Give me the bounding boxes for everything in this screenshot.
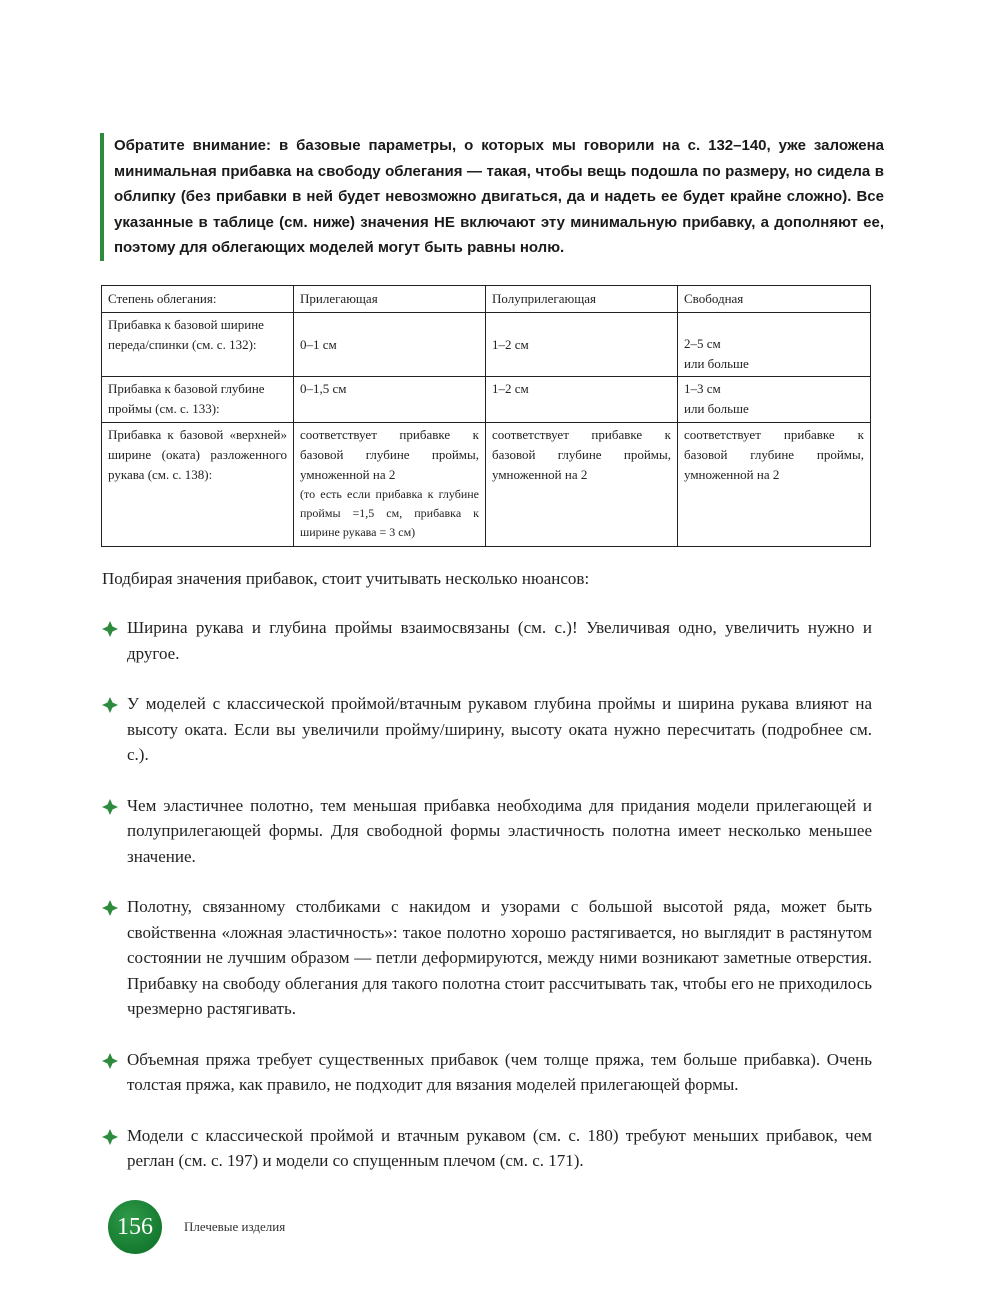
- diamond-bullet-icon: [102, 799, 118, 815]
- cell-fitted: 0–1,5 см: [294, 377, 486, 423]
- cell-loose-value: 1–3 см: [684, 381, 721, 396]
- list-item: [102, 615, 872, 666]
- allowance-table: [101, 285, 871, 547]
- table-row: [102, 423, 871, 547]
- row-label: Прибавка к базовой глубине проймы (см. с. 133):: [102, 377, 294, 423]
- nuances-list: [102, 615, 872, 1199]
- diamond-bullet-icon: [102, 1129, 118, 1145]
- diamond-bullet-icon: [102, 1053, 118, 1069]
- page-footer: [108, 1200, 285, 1254]
- table-header-row: [102, 286, 871, 313]
- cell-fitted: [294, 423, 486, 547]
- list-item: [102, 1047, 872, 1098]
- cell-fitted: 0–1 см: [294, 313, 486, 377]
- list-item-text: Полотну, связанному столбиками с накидом и узорами с большой высотой ряда, может быть свойственна «ложная эластичность»: такое полотно хорошо растягивается, но выглядит в растянутом состоянии не лучшим образом — петли деформируются, между ними возникают заметные отверстия. Прибавку на свободу облегания для такого полотна стоит рассчитывать так, чтобы его не приходилось чрезмерно растягивать.: [127, 897, 872, 1018]
- note-text: в базовые параметры, о которых мы говорили на с. 132–140, уже заложена минимальная прибавка на свободу облегания — такая, чтобы вещь подошла по размеру, но сидела в облипку (без прибавки в ней будет невозможно двигаться, да и надеть ее будет крайне сложно). Все указанные в таблице (см. ниже) значения НЕ включают эту минимальную прибавку, а дополняют ее, поэтому для облегающих моделей могут быть равны нолю.: [114, 137, 884, 256]
- cell-semi-fitted: 1–2 см: [486, 377, 678, 423]
- table-row: [102, 313, 871, 377]
- cell-fitted-value: соответствует прибавке к базовой глубине проймы, умноженной на 2: [300, 427, 479, 482]
- diamond-bullet-icon: [102, 697, 118, 713]
- cell-semi-fitted: 1–2 см: [486, 313, 678, 377]
- intro-text: Подбирая значения прибавок, стоит учитывать несколько нюансов:: [102, 569, 590, 588]
- header-fitted: Прилегающая: [294, 286, 486, 313]
- diamond-bullet-icon: [102, 621, 118, 637]
- section-title: Плечевые изделия: [184, 1219, 286, 1234]
- list-item: [102, 894, 872, 1022]
- cell-fitted-note: (то есть если прибавка к глубине проймы =1,5 см, прибавка к ширине рукава = 3 см): [300, 487, 479, 539]
- cell-loose-extra: или больше: [684, 401, 749, 416]
- row-label: Прибавка к базовой «верхней» ширине (оката) разложенного рукава (см. с. 138):: [102, 423, 294, 547]
- list-item-text: Объемная пряжа требует существенных прибавок (чем толще пряжа, тем больше прибавка). Очень толстая пряжа, как правило, не подходит для вязания моделей прилегающей формы.: [127, 1049, 872, 1094]
- cell-semi-fitted: соответствует прибавке к базовой глубине проймы, умноженной на 2: [486, 423, 678, 547]
- cell-loose-extra: или больше: [684, 356, 749, 371]
- table-row: [102, 377, 871, 423]
- row-label: Прибавка к базовой ширине переда/спинки (см. с. 132):: [102, 313, 294, 377]
- diamond-bullet-icon: [102, 900, 118, 916]
- cell-loose-value: 2–5 см: [684, 336, 721, 351]
- list-item: [102, 1123, 872, 1174]
- list-item: [102, 691, 872, 768]
- note-lead: Обратите внимание:: [114, 137, 272, 154]
- cell-loose: [678, 313, 871, 377]
- cell-loose: [678, 377, 871, 423]
- list-item-text: Модели с классической проймой и втачным рукавом (см. с. 180) требуют меньших прибавок, чем реглан (см. с. 197) и модели со спущенным плечом (см. с. 171).: [127, 1125, 872, 1170]
- list-item-text: Чем эластичнее полотно, тем меньшая прибавка необходима для придания модели прилегающей и полуприлегающей формы. Для свободной формы эластичность полотна имеет несколько меньшее значение.: [127, 795, 872, 866]
- header-fit-degree: Степень облегания:: [102, 286, 294, 313]
- list-item: [102, 793, 872, 870]
- cell-loose: соответствует прибавке к базовой глубине проймы, умноженной на 2: [678, 423, 871, 547]
- header-semi-fitted: Полуприлегающая: [486, 286, 678, 313]
- attention-note: [100, 133, 884, 261]
- page-number-badge: 156: [108, 1200, 162, 1254]
- list-item-text: Ширина рукава и глубина проймы взаимосвязаны (см. с.)! Увеличивая одно, увеличить нужно и другое.: [127, 618, 872, 663]
- list-item-text: У моделей с классической проймой/втачным рукавом глубина проймы и ширина рукава влияют на высоту оката. Если вы увеличили пройму/ширину, высоту оката нужно пересчитать (подробнее см. с.).: [127, 694, 872, 764]
- header-loose: Свободная: [678, 286, 871, 313]
